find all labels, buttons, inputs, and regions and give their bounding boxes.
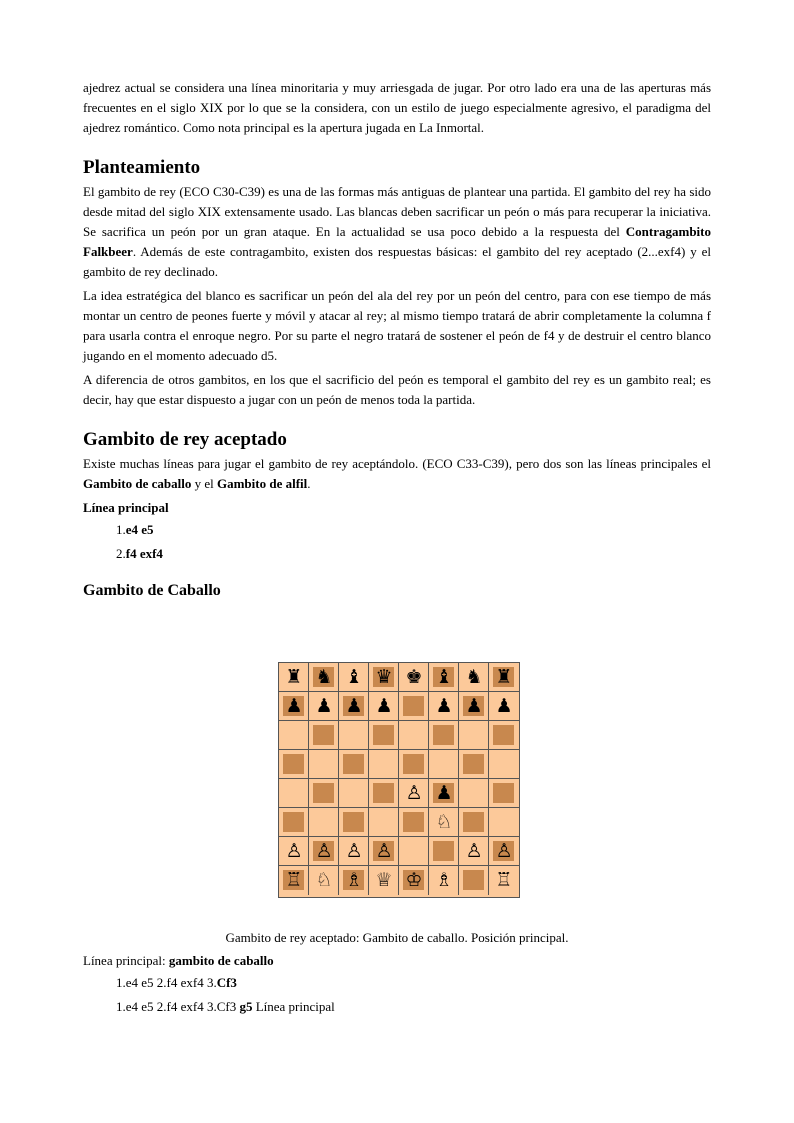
chess-piece-icon: ♘ — [435, 811, 453, 833]
section-title-caballo: Gambito de Caballo — [83, 582, 221, 599]
caballo-move-2: 1.e4 e5 2.f4 exf4 3.Cf3 g5 Línea principal — [116, 999, 335, 1014]
dark-square-marker — [403, 812, 424, 832]
board-square — [369, 837, 399, 866]
board-square — [309, 750, 339, 779]
chess-piece-icon: ♟ — [375, 695, 393, 717]
dark-square-marker — [343, 754, 364, 774]
chess-piece-icon: ♟ — [435, 782, 453, 804]
board-square — [459, 692, 489, 721]
chess-piece-icon: ♞ — [315, 666, 333, 688]
board-square — [399, 692, 429, 721]
board-square — [369, 779, 399, 808]
dark-square-marker — [463, 870, 484, 890]
board-square — [399, 721, 429, 750]
chess-piece-icon: ♟ — [495, 695, 513, 717]
dark-square-marker — [493, 783, 514, 803]
chess-board — [278, 662, 520, 898]
board-square — [309, 692, 339, 721]
dark-square-marker — [463, 812, 484, 832]
board-square — [309, 866, 339, 895]
dark-square-marker — [433, 841, 454, 861]
chess-piece-icon: ♙ — [375, 840, 393, 862]
board-square — [399, 750, 429, 779]
board-square — [309, 663, 339, 692]
chess-piece-icon: ♝ — [435, 666, 453, 688]
chess-piece-icon: ♖ — [285, 869, 303, 891]
chess-piece-icon: ♗ — [435, 869, 453, 891]
board-square — [339, 663, 369, 692]
chess-piece-icon: ♝ — [345, 666, 363, 688]
move-line-1: 1.e4 e5 — [116, 522, 154, 537]
board-square — [429, 808, 459, 837]
board-square — [489, 721, 519, 750]
board-square — [339, 837, 369, 866]
board-square — [369, 721, 399, 750]
board-square — [429, 837, 459, 866]
aceptado-paragraph: Existe muchas líneas para jugar el gambito de rey aceptándolo. (ECO C33-C39), pero dos son las líneas principales el Gambito de caballo y el Gambito de alfil. — [83, 456, 711, 491]
chess-piece-icon: ♙ — [315, 840, 333, 862]
board-square — [429, 866, 459, 895]
chess-piece-icon: ♛ — [375, 666, 393, 688]
falkbeer-term: Contragambito Falkbeer — [83, 224, 711, 259]
board-square — [369, 866, 399, 895]
dark-square-marker — [403, 754, 424, 774]
dark-square-marker — [463, 754, 484, 774]
chess-piece-icon: ♜ — [495, 666, 513, 688]
dark-square-marker — [313, 783, 334, 803]
board-caption: Gambito de rey aceptado: Gambito de caballo. Posición principal. — [225, 930, 569, 945]
board-square — [339, 779, 369, 808]
dark-square-marker — [373, 783, 394, 803]
board-square — [489, 837, 519, 866]
board-square — [309, 721, 339, 750]
planteamiento-paragraph-3: A diferencia de otros gambitos, en los que el sacrificio del peón es temporal el gambito del rey es un gambito real; es decir, hay que estar dispuesto a jugar con un peón de menos toda la partida. — [83, 372, 711, 407]
planteamiento-paragraph-2: La idea estratégica del blanco es sacrificar un peón del ala del rey por un peón del centro, para con ese tiempo de más montar un centro de peones fuerte y móvil y atacar al rey; al mismo tiempo tratará de abrir completamente la columna f para usarla contra el enroque negro. Por su parte el negro tratará de sostener el peón de f4 y de destruir el centro blanco jugando en el momento adecuado d5. — [83, 288, 711, 363]
board-square — [459, 663, 489, 692]
board-square — [429, 692, 459, 721]
board-square — [399, 663, 429, 692]
board-square — [459, 779, 489, 808]
caballo-line-label: Línea principal: gambito de caballo — [83, 953, 274, 968]
board-square — [279, 779, 309, 808]
board-square — [489, 692, 519, 721]
chess-piece-icon: ♙ — [495, 840, 513, 862]
dark-square-marker — [343, 812, 364, 832]
chess-piece-icon: ♘ — [315, 869, 333, 891]
board-square — [489, 779, 519, 808]
board-square — [489, 866, 519, 895]
board-square — [459, 808, 489, 837]
chess-piece-icon: ♟ — [435, 695, 453, 717]
board-square — [339, 750, 369, 779]
board-square — [339, 808, 369, 837]
chess-piece-icon: ♕ — [375, 869, 393, 891]
board-square — [339, 866, 369, 895]
board-square — [429, 663, 459, 692]
board-square — [309, 779, 339, 808]
chess-board-grid — [279, 663, 519, 895]
caballo-lines — [83, 951, 711, 1019]
chess-piece-icon: ♟ — [465, 695, 483, 717]
board-square — [489, 808, 519, 837]
chess-piece-icon: ♖ — [495, 869, 513, 891]
board-square — [279, 663, 309, 692]
board-square — [279, 837, 309, 866]
chess-piece-icon: ♟ — [345, 695, 363, 717]
dark-square-marker — [313, 725, 334, 745]
dark-square-marker — [283, 754, 304, 774]
dark-square-marker — [433, 725, 454, 745]
board-square — [369, 692, 399, 721]
dark-square-marker — [493, 725, 514, 745]
board-square — [279, 750, 309, 779]
board-square — [399, 837, 429, 866]
board-square — [369, 663, 399, 692]
chess-piece-icon: ♙ — [465, 840, 483, 862]
section-title-aceptado: Gambito de rey aceptado — [83, 429, 287, 450]
board-square — [369, 750, 399, 779]
dark-square-marker — [373, 725, 394, 745]
intro-paragraph: ajedrez actual se considera una línea minoritaria y muy arriesgada de jugar. Por otro lado era una de las aperturas más frecuentes en el siglo XIX por lo que se la considera, con un estilo de juego especialmente agresivo, el paradigma del ajedrez romántico. Como nota principal es la apertura jugada en La Inmortal. — [83, 80, 712, 135]
dark-square-marker — [283, 812, 304, 832]
board-square — [309, 837, 339, 866]
board-square — [459, 837, 489, 866]
board-square — [279, 866, 309, 895]
board-square — [279, 692, 309, 721]
chess-piece-icon: ♙ — [285, 840, 303, 862]
board-square — [399, 779, 429, 808]
chess-piece-icon: ♔ — [405, 869, 423, 891]
section-title-planteamiento: Planteamiento — [83, 157, 201, 178]
caballo-move-1: 1.e4 e5 2.f4 exf4 3.Cf3 — [116, 975, 237, 990]
board-square — [459, 866, 489, 895]
chess-piece-icon: ♜ — [285, 666, 303, 688]
board-square — [459, 721, 489, 750]
chess-piece-icon: ♟ — [315, 695, 333, 717]
board-square — [279, 808, 309, 837]
board-square — [489, 663, 519, 692]
board-square — [429, 750, 459, 779]
document-body — [83, 78, 711, 602]
chess-piece-icon: ♗ — [345, 869, 363, 891]
board-square — [429, 721, 459, 750]
chess-piece-icon: ♙ — [345, 840, 363, 862]
move-line-2: 2.f4 exf4 — [116, 546, 163, 561]
board-square — [309, 808, 339, 837]
board-square — [339, 692, 369, 721]
chess-piece-icon: ♟ — [285, 695, 303, 717]
board-square — [459, 750, 489, 779]
chess-piece-icon: ♞ — [465, 666, 483, 688]
board-square — [339, 721, 369, 750]
board-square — [489, 750, 519, 779]
board-square — [399, 808, 429, 837]
main-line-label: Línea principal — [83, 500, 169, 515]
planteamiento-paragraph-1: El gambito de rey (ECO C30-C39) es una de las formas más antiguas de plantear una partida. El gambito del rey ha sido desde mitad del siglo XIX extensamente usado. Las blancas deben sacrificar un peón o más para recuperar la iniciativa. Se sacrifica un peón por un gran ataque. En la actualidad se usa poco debido a la respuesta del Contragambito Falkbeer. Además de este contragambito, existen dos respuestas básicas: el gambito del rey aceptado (2...exf4) y el gambito de rey declinado. — [83, 184, 711, 279]
chess-piece-icon: ♚ — [405, 666, 423, 688]
board-square — [429, 779, 459, 808]
board-square — [369, 808, 399, 837]
board-square — [279, 721, 309, 750]
chess-piece-icon: ♙ — [405, 782, 423, 804]
board-square — [399, 866, 429, 895]
dark-square-marker — [403, 696, 424, 716]
